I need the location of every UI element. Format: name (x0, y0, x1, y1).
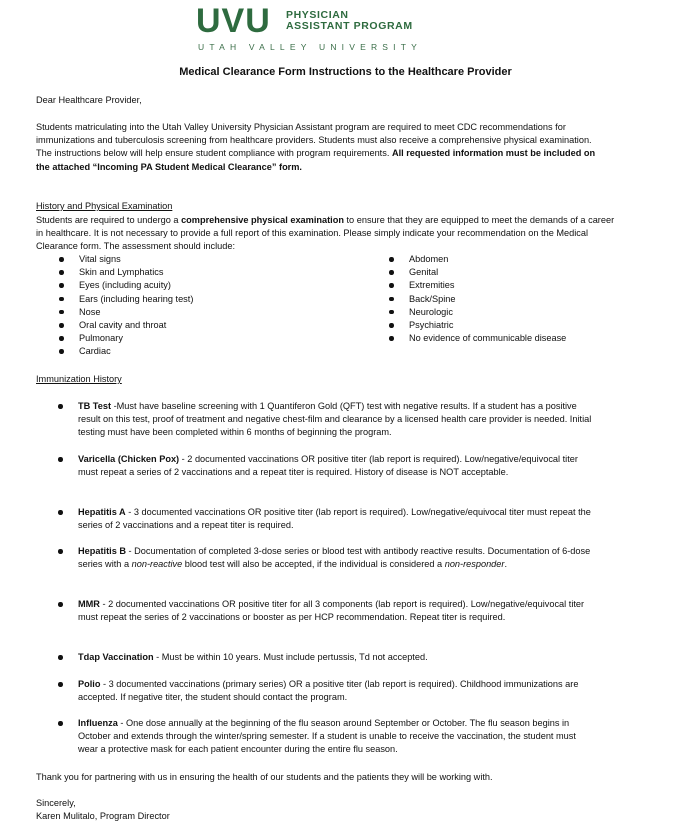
history-text-after: to ensure that they are equipped to meet the demands of a career in healthcare. It is not necessary to provide a full report of this examination. Please simply indicate your recommendation on the Medical Clearance form. The assessment should include: (36, 215, 615, 252)
history-text-bold: comprehensive physical examination (181, 215, 344, 225)
sincerely-text: Sincerely, (36, 798, 76, 808)
list-item: Ears (including hearing test) (57, 293, 193, 306)
item-italic: non-responder (444, 559, 505, 570)
list-item: Oral cavity and throat (57, 319, 193, 332)
intro-text: Students matriculating into the Utah Valley University Physician Assistant program are required to meet CDC recommendations for immunizations and tuberculosis screening from healthcare providers. Students must also receive a comprehensive physical examination. The instructions below will help ensure student compliance with program requirements. (36, 122, 592, 159)
exam-list-right (387, 253, 566, 345)
immunization-item-tdap (58, 651, 598, 664)
logo-program-line2: ASSISTANT PROGRAM (286, 20, 413, 32)
immunization-item-mmr (58, 598, 598, 624)
greeting: Dear Healthcare Provider, (36, 95, 142, 105)
document-title: Medical Clearance Form Instructions to the Healthcare Provider (179, 66, 512, 78)
bullet-icon (58, 682, 63, 687)
history-text-before: Students are required to undergo a (36, 215, 182, 225)
item-sep: - (99, 599, 109, 609)
item-name: Varicella (Chicken Pox) (78, 454, 180, 464)
logo-program-name (286, 10, 413, 32)
list-item: Cardiac (57, 345, 193, 358)
immunization-item-varicella (58, 453, 598, 479)
item-sep: - (153, 652, 162, 662)
list-item: Back/Spine (387, 293, 566, 306)
item-name: Polio (78, 679, 101, 689)
item-name: Hepatitis A (78, 507, 126, 517)
bullet-icon (58, 602, 63, 607)
list-item: Psychiatric (387, 319, 566, 332)
item-text: . (504, 559, 508, 570)
item-sep: - (125, 507, 134, 517)
item-text: Must be within 10 years. Must include pertussis, Td not accepted. (161, 652, 428, 662)
item-name: Tdap Vaccination (78, 652, 154, 662)
item-sep: - (117, 718, 126, 728)
item-sep: - (126, 546, 135, 556)
list-item: Extremities (387, 279, 566, 292)
immunization-item-hepatitis-b (58, 545, 598, 571)
list-item: Neurologic (387, 306, 566, 319)
immunization-item-polio (58, 678, 598, 704)
intro-bold: All requested information must be included on the attached “Incoming PA Student Medical Clearance” form. (36, 148, 596, 172)
logo-mark: UVU (196, 2, 271, 40)
uvu-pa-logo (196, 2, 426, 54)
history-paragraph (36, 214, 616, 254)
item-name: TB Test (78, 401, 112, 411)
bullet-icon (58, 510, 63, 515)
bullet-icon (58, 457, 63, 462)
logo-program-line1: PHYSICIAN (286, 9, 349, 21)
list-item: Skin and Lymphatics (57, 266, 193, 279)
list-item: Eyes (including acuity) (57, 279, 193, 292)
intro-paragraph (36, 121, 596, 174)
item-italic: non-reactive (131, 559, 183, 570)
list-item: No evidence of communicable disease (387, 332, 566, 345)
list-item: Pulmonary (57, 332, 193, 345)
history-heading: History and Physical Examination (36, 201, 173, 211)
item-text: 3 documented vaccinations (primary series) OR a positive titer (lab report is required). Childhood immunizations are accepted. If negative titer, the student should contact the program. (78, 679, 579, 703)
item-sep: - (179, 454, 188, 464)
immunization-heading: Immunization History (36, 374, 122, 384)
bullet-icon (58, 404, 63, 409)
item-name: Influenza (78, 718, 118, 728)
list-item: Abdomen (387, 253, 566, 266)
item-text: blood test will also be accepted, if the individual is considered a (182, 559, 445, 570)
closing-text: Thank you for partnering with us in ensuring the health of our students and the patients they will be working with. (36, 772, 493, 782)
logo-university: UTAH VALLEY UNIVERSITY (198, 42, 422, 52)
bullet-icon (58, 721, 63, 726)
item-text: 2 documented vaccinations OR positive titer (lab report is required). Low/negative/equivocal titer must repeat a series of 2 vaccinations and a repeat titer is required. History of disease is NOT acceptable. (78, 454, 578, 478)
list-item: Vital signs (57, 253, 193, 266)
item-text: Must have baseline screening with 1 Quantiferon Gold (QFT) test with negative results. If a student has a positive result on this test, proof of treatment and negative chest-film and clearance by a licensed health care provider is needed. Initial testing must have been completed within 6 months of beginning the program. (78, 401, 592, 438)
bullet-icon (58, 549, 63, 554)
item-text: 3 documented vaccinations OR positive titer (lab report is required). Low/negative/equivocal titer must repeat the series of 2 vaccinations and a repeat titer is required. (78, 507, 591, 531)
list-item: Genital (387, 266, 566, 279)
exam-list-left (57, 253, 193, 359)
bullet-icon (58, 655, 63, 660)
immunization-item-tb (58, 400, 598, 440)
item-name: Hepatitis B (78, 546, 126, 556)
list-item: Nose (57, 306, 193, 319)
immunization-item-hepatitis-a (58, 506, 598, 532)
item-sep: - (100, 679, 109, 689)
item-sep: - (111, 401, 117, 411)
signer-name: Karen Mulitalo, Program Director (36, 811, 170, 821)
item-text: One dose annually at the beginning of the flu season around September or October. The flu season begins in October and extends through the winter/spring semester. If a student is unable to receive the vaccination, the student must wear a protective mask for each patient encounter during the entire flu season. (78, 718, 576, 755)
item-text: Documentation of completed 3-dose series or blood test with antibody reactive results. Documentation of 6-dose series with a (78, 546, 591, 570)
immunization-item-influenza (58, 717, 598, 757)
item-name: MMR (78, 599, 100, 609)
item-text: 2 documented vaccinations OR positive titer for all 3 components (lab report is required). Low/negative/equivocal titer must repeat the series of 2 vaccinations or booster as per HCP recommendation. Repeat titer is required. (78, 599, 585, 623)
